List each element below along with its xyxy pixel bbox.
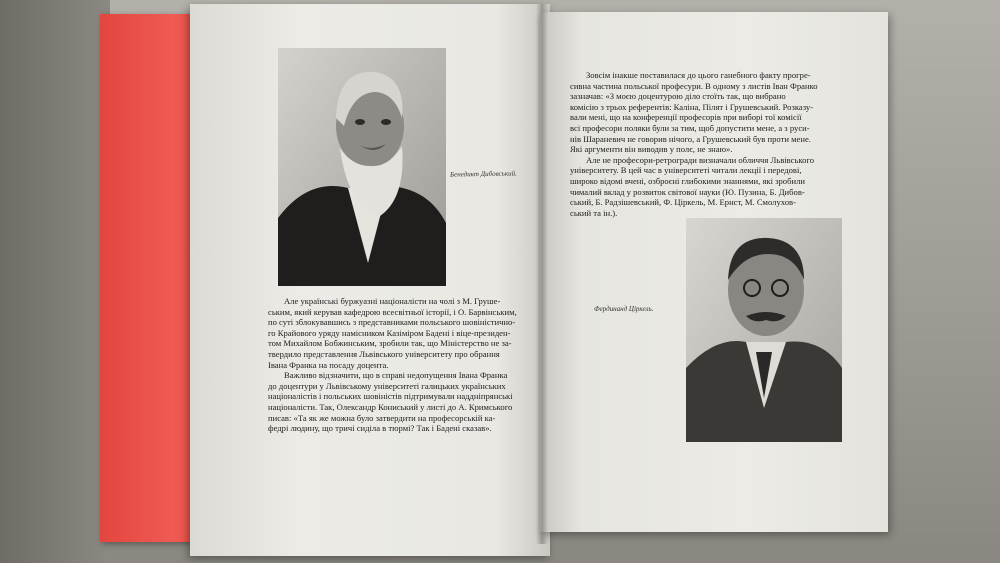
text-line: чималий вклад у розвиток світової науки (Ю. Пузина, Б. Дибов- (570, 186, 805, 197)
text-line: писав: «Та як же можна було затвердити на професорській ка- (268, 412, 496, 423)
text-line: ський та ін.). (570, 207, 618, 218)
text-line: сивна частина польської професури. В одному з листів Іван Франко (570, 80, 818, 91)
background-shadow (0, 0, 110, 563)
left-text-block (268, 296, 544, 434)
text-line: нів Шараневич не говорив нічого, а Грушевський був проти мене. (570, 133, 811, 144)
text-line: націоналістів і польських шовіністів підтримували наддніпрянські (268, 391, 513, 402)
portrait-drawing-left (278, 48, 446, 286)
book-gutter (536, 4, 548, 544)
text-line: Але українські буржуазні націоналісти на чолі з М. Груше- (284, 296, 501, 306)
portrait-ferdinand-zirkel (686, 218, 842, 442)
text-line: університету. В цей час в університеті читали лекції і передові, (570, 165, 802, 176)
text-line: націоналісти. Так, Олександр Кониський у листі до А. Кримського (268, 401, 513, 412)
text-line: до доцентури у Львівському університеті галицьких українських (268, 380, 506, 391)
text-line: Важливо відзначити, що в справі недопущення Івана Франка (284, 370, 508, 381)
text-line: том Михайлом Бобжинським, зробили так, що Міністерство не за- (268, 338, 512, 349)
text-line: твердило представлення Львівського університету про обрання (268, 348, 500, 359)
text-line: комісію з трьох референтів: Каліна, Пілят і Грушевський. Розказу- (570, 101, 814, 112)
text-line: го Крайового уряду намісником Казіміром Бадені і віце-президен- (268, 327, 511, 338)
text-line: по суті зблокувавшись з представниками польського шовіністично- (268, 317, 516, 328)
caption-right: Фердинанд Ціркель. (594, 305, 654, 313)
text-line: федрі людину, що тричі сиділа в тюрмі? Так і Бадені сказав». (268, 423, 492, 434)
text-line: Зовсім інакше поставилася до цього ганебного факту прогре- (586, 70, 811, 80)
text-line: вали мені, що на конференції професорів при виборі тої комісії (570, 112, 802, 123)
text-line: Івана Франка на посаду доцента. (268, 359, 389, 370)
text-line: ським, який керував кафедрою всесвітньої історії, і О. Барвінським, (268, 306, 517, 317)
text-line: широко відомі вчені, озброєні глибокими знаннями, які зробили (570, 175, 805, 186)
portrait-drawing-right (686, 218, 842, 442)
text-line: всі професори поляки були за тим, щоб допустити мене, а з руси- (570, 122, 810, 133)
caption-left: Бенедикт Дибовський. (449, 169, 517, 179)
text-line: Які аргументи він виводив у полє, не знаю». (570, 144, 733, 155)
portrait-benedykt-dybowski (278, 48, 446, 286)
text-line: зазначав: «З моєю доцентурою діло стоїть так, що вибрано (570, 91, 786, 102)
right-text-block (570, 70, 866, 218)
text-line: ський, Б. Радзішевський, Ф. Ціркель, М. Ернст, М. Смолухов- (570, 197, 796, 208)
text-line: Але не професори-ретрогради визначали обличчя Львівського (586, 154, 815, 165)
